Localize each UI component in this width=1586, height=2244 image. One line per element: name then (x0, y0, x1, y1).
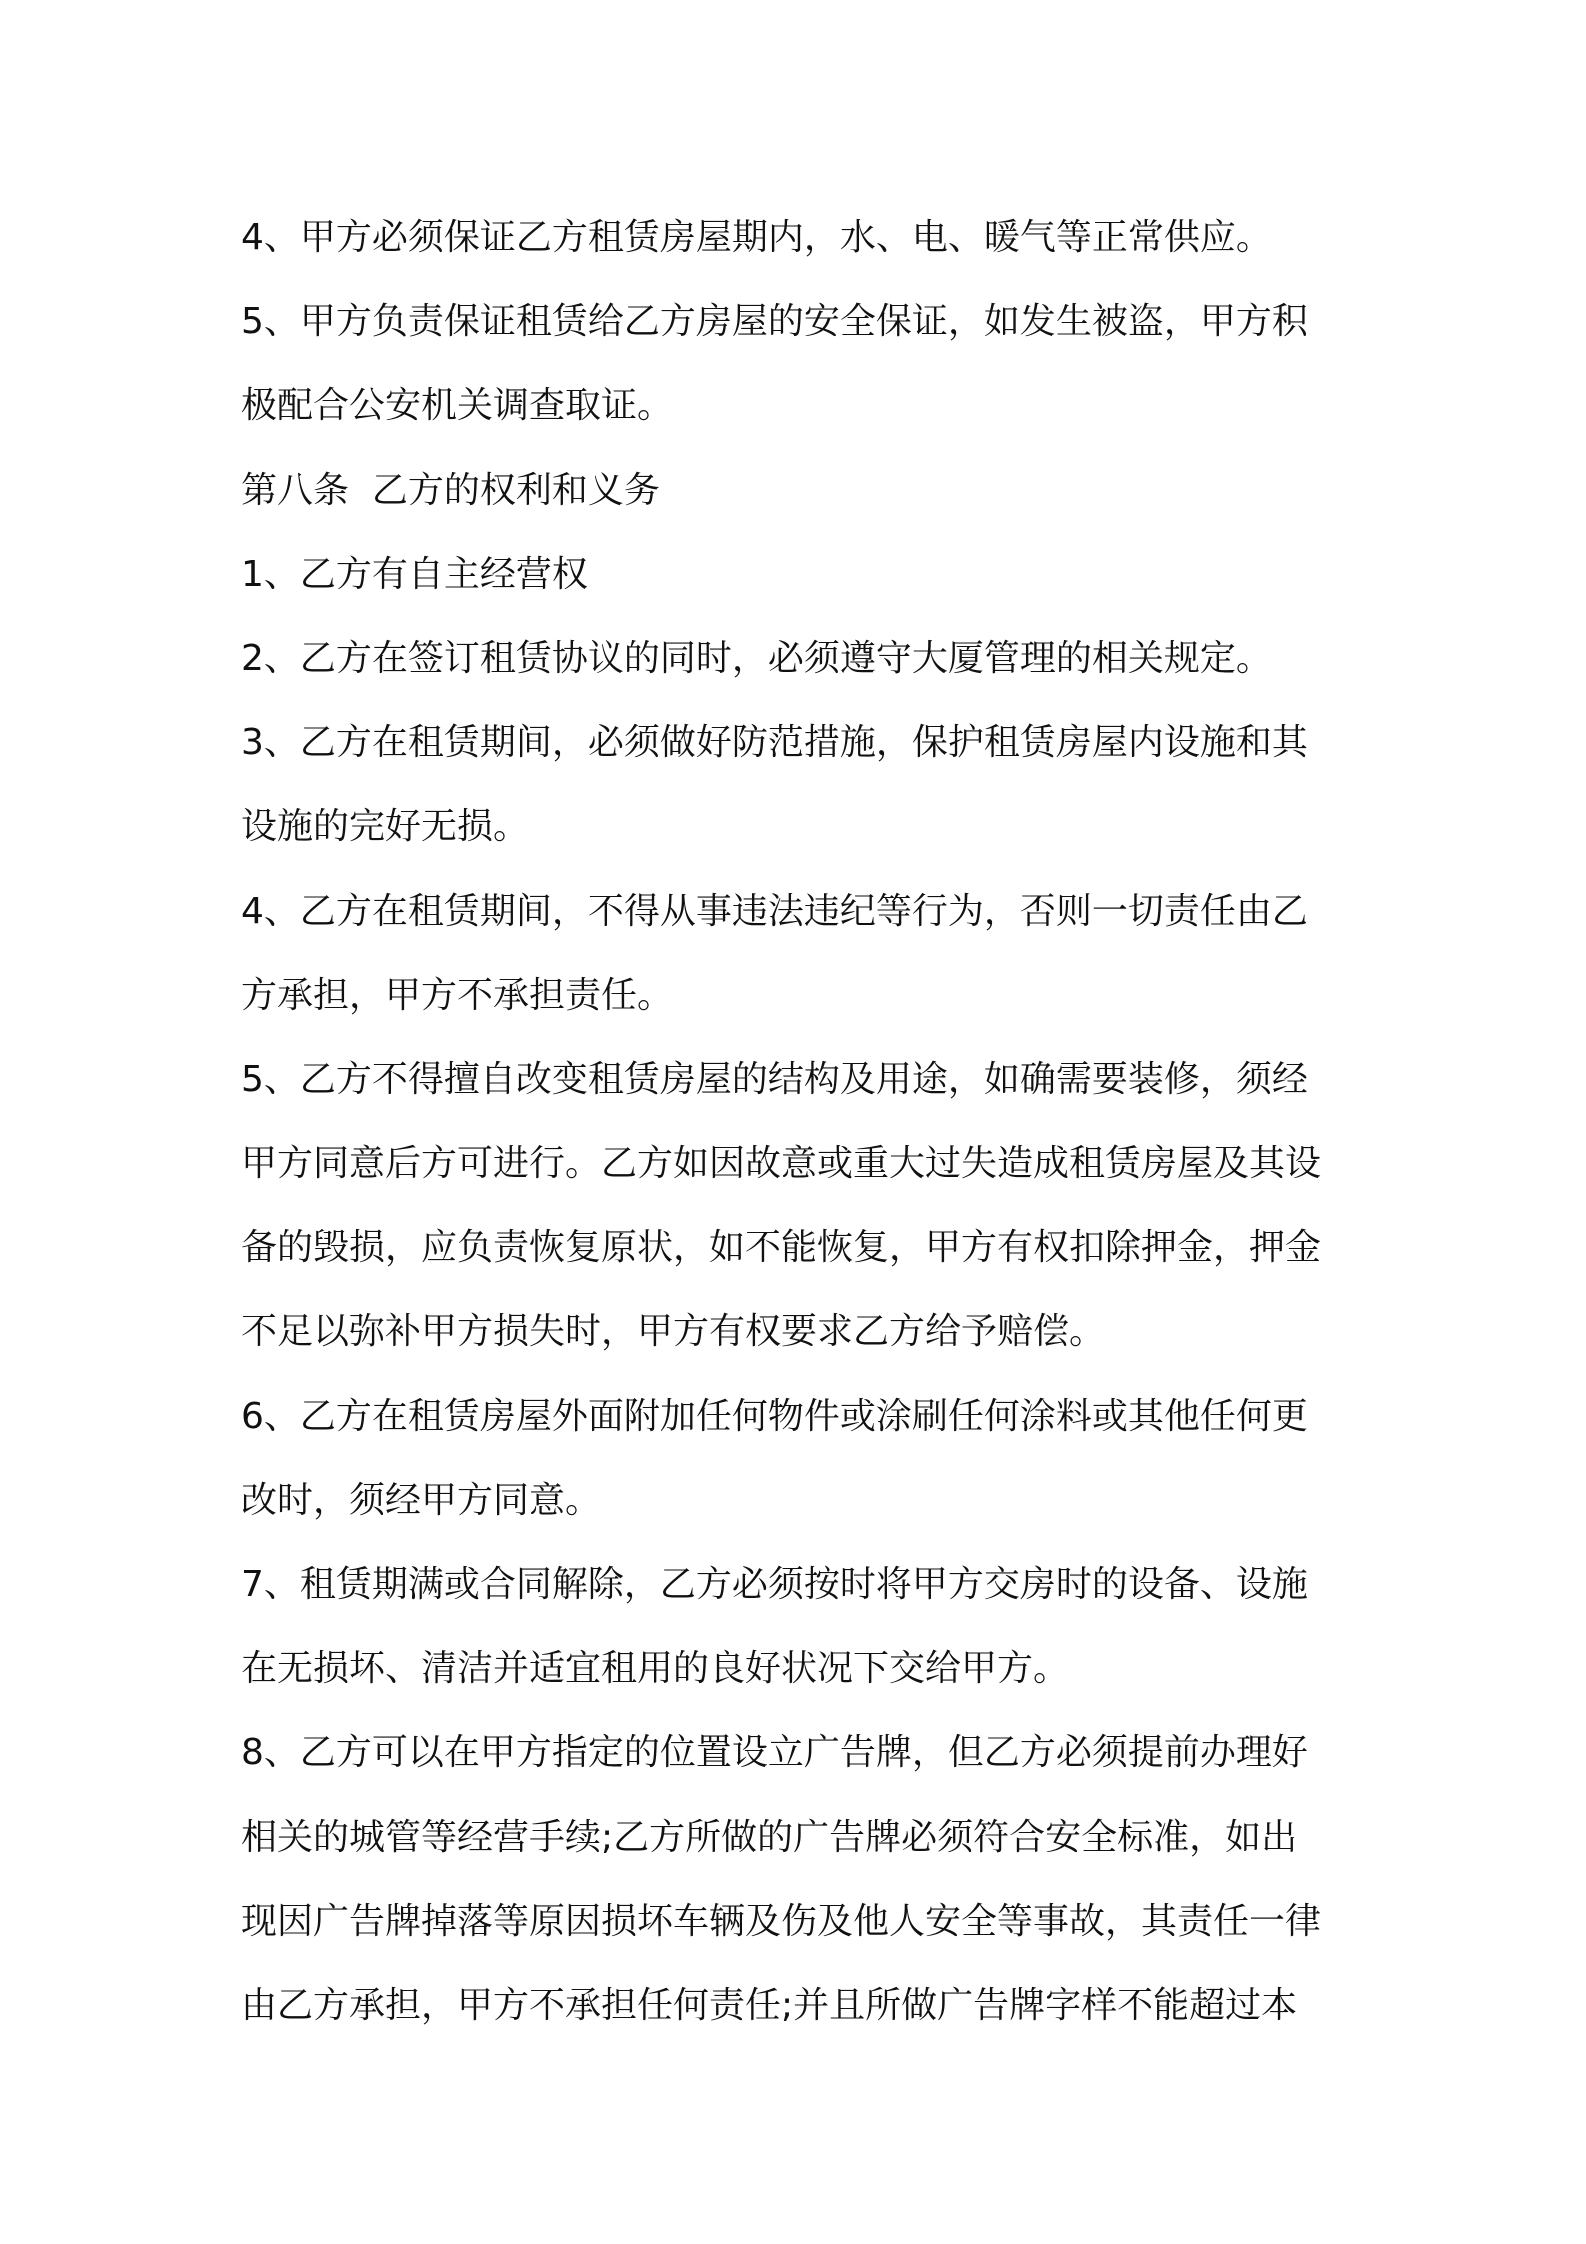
text-line: 4、乙方在租赁期间，不得从事违法违纪等行为，否则一切责任由乙 (241, 890, 1308, 932)
text-line: 极配合公安机关调查取证。 (241, 385, 674, 427)
text-line: 5、乙方不得擅自改变租赁房屋的结构及用途，如确需要装修，须经 (241, 1058, 1308, 1100)
text-line: 3、乙方在租赁期间，必须做好防范措施，保护租赁房屋内设施和其 (241, 722, 1308, 764)
text-line: 1、乙方有自主经营权 (241, 553, 588, 595)
text-line: 7、租赁期满或合同解除，乙方必须按时将甲方交房时的设备、设施 (241, 1564, 1308, 1605)
text-line: 方承担，甲方不承担责任。 (241, 974, 674, 1016)
text-line: 备的毁损，应负责恢复原状，如不能恢复，甲方有权扣除押金，押金 (241, 1227, 1322, 1269)
text-line: 4、甲方必须保证乙方租赁房屋期内，水、电、暖气等正常供应。 (241, 217, 1272, 258)
section-heading: 第八条 乙方的权利和义务 (241, 469, 660, 511)
text-line: 现因广告牌掉落等原因损坏车辆及伤及他人安全等事故，其责任一律 (241, 1900, 1322, 1942)
text-line: 6、乙方在租赁房屋外面附加任何物件或涂刷任何涂料或其他任何更 (241, 1395, 1308, 1437)
text-line: 8、乙方可以在甲方指定的位置设立广告牌，但乙方必须提前办理好 (241, 1732, 1308, 1774)
text-line: 相关的城管等经营手续;乙方所做的广告牌必须符合安全标准，如出 (241, 1816, 1298, 1858)
text-line: 设施的完好无损。 (241, 806, 530, 848)
text-line: 5、甲方负责保证租赁给乙方房屋的安全保证，如发生被盗，甲方积 (241, 301, 1308, 343)
text-line: 改时，须经甲方同意。 (241, 1479, 602, 1521)
text-line: 不足以弥补甲方损失时，甲方有权要求乙方给予赔偿。 (241, 1311, 1106, 1353)
text-line: 2、乙方在签订租赁协议的同时，必须遵守大厦管理的相关规定。 (241, 637, 1272, 679)
text-line: 甲方同意后方可进行。乙方如因故意或重大过失造成租赁房屋及其设 (241, 1143, 1322, 1185)
text-line: 在无损坏、清洁并适宜租用的良好状况下交给甲方。 (241, 1648, 1070, 1690)
document-body (241, 196, 1359, 2048)
text-line: 由乙方承担，甲方不承担任何责任;并且所做广告牌字样不能超过本 (241, 1984, 1298, 2026)
